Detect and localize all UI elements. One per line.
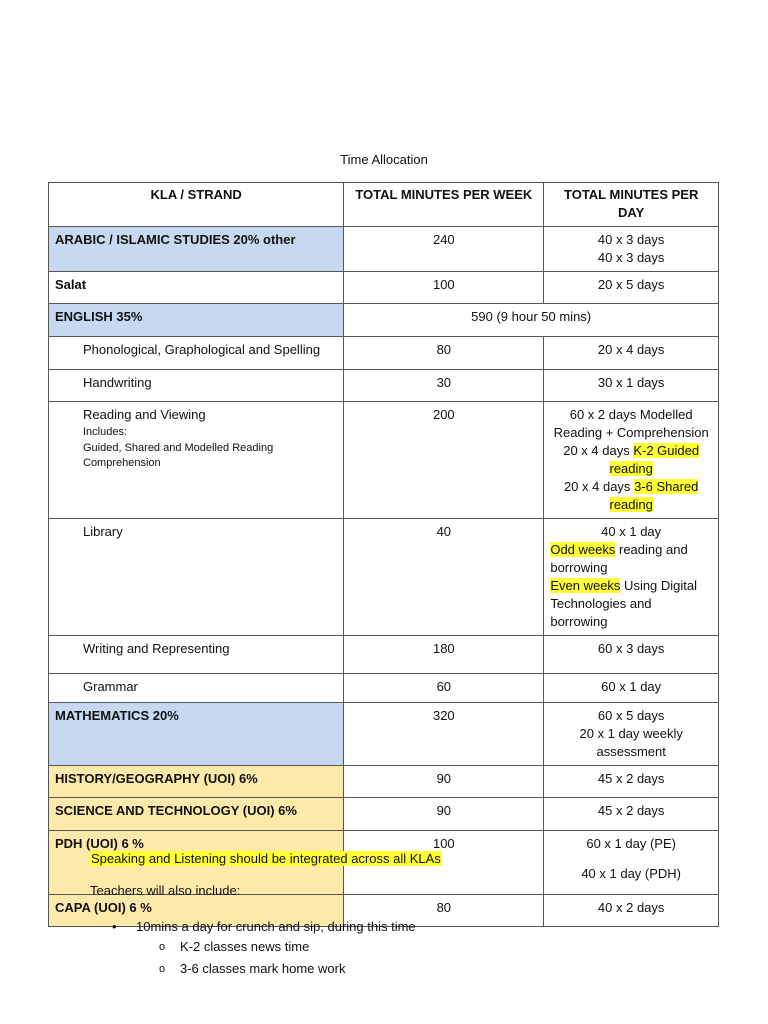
week-handwriting: 30 bbox=[344, 370, 544, 402]
day-library bbox=[544, 519, 719, 636]
sub-bullet-text: K-2 classes news time bbox=[180, 939, 310, 954]
strand-library: Library bbox=[49, 519, 344, 636]
table-row bbox=[49, 703, 719, 766]
library-odd-text: reading and borrowing bbox=[550, 542, 688, 575]
reading-includes-text: Guided, Shared and Modelled Reading Comprehension bbox=[83, 442, 274, 469]
library-day-line-1: 40 x 1 day bbox=[601, 524, 662, 539]
table-row bbox=[49, 227, 719, 272]
table-row bbox=[49, 798, 719, 831]
header-minutes-per-day: TOTAL MINUTES PER DAY bbox=[544, 183, 719, 227]
week-arabic: 240 bbox=[344, 227, 544, 272]
highlight-k2-guided: K-2 Guided reading bbox=[609, 443, 700, 476]
library-even-weeks bbox=[550, 577, 712, 631]
week-capa: 80 bbox=[344, 895, 544, 927]
sub-bullet-text: 3-6 classes mark home work bbox=[180, 961, 346, 976]
strand-english: ENGLISH 35% bbox=[49, 304, 344, 337]
day-salat: 20 x 5 days bbox=[544, 272, 719, 304]
table-row bbox=[49, 636, 719, 674]
english-total: 590 (9 hour 50 mins) bbox=[344, 304, 719, 337]
table-row bbox=[49, 370, 719, 402]
day-reading bbox=[544, 402, 719, 519]
week-salat: 100 bbox=[344, 272, 544, 304]
header-minutes-per-week: TOTAL MINUTES PER WEEK bbox=[344, 183, 544, 227]
week-phonological: 80 bbox=[344, 337, 544, 370]
strand-handwriting: Handwriting bbox=[49, 370, 344, 402]
day-pdh-line-1: 60 x 1 day (PE) bbox=[586, 836, 676, 851]
document-title: Time Allocation bbox=[340, 152, 428, 167]
week-grammar: 60 bbox=[344, 674, 544, 703]
reading-day-line-1: 60 x 2 days Modelled Reading + Comprehension bbox=[553, 407, 709, 440]
week-mathematics: 320 bbox=[344, 703, 544, 766]
header-row bbox=[49, 183, 719, 227]
strand-arabic: ARABIC / ISLAMIC STUDIES 20% other bbox=[49, 227, 344, 272]
reading-includes-label: Includes: bbox=[83, 426, 128, 438]
strand-science: SCIENCE AND TECHNOLOGY (UOI) 6% bbox=[49, 798, 344, 831]
strand-pdh: PDH (UOI) 6 % bbox=[49, 831, 344, 895]
day-arabic bbox=[544, 227, 719, 272]
library-odd-weeks bbox=[550, 541, 712, 577]
table-row bbox=[49, 272, 719, 304]
table-row bbox=[49, 766, 719, 798]
hollow-bullet-icon: o bbox=[159, 963, 166, 975]
strand-salat: Salat bbox=[49, 272, 344, 304]
reading-day-line-2-text: 20 x 4 days bbox=[563, 443, 630, 458]
highlight-odd-weeks: Odd weeks bbox=[550, 542, 616, 557]
day-mathematics-line-1: 60 x 5 days bbox=[597, 708, 665, 723]
time-allocation-table bbox=[48, 182, 719, 927]
day-handwriting: 30 x 1 days bbox=[544, 370, 719, 402]
day-capa: 40 x 2 days bbox=[544, 895, 719, 927]
day-arabic-line-1: 40 x 3 days bbox=[597, 232, 665, 247]
speaking-listening-note: Speaking and Listening should be integrated across all KLAs bbox=[91, 851, 441, 866]
week-history: 90 bbox=[344, 766, 544, 798]
hollow-bullet-icon: o bbox=[159, 941, 166, 953]
week-science: 90 bbox=[344, 798, 544, 831]
table-row bbox=[49, 674, 719, 703]
reading-day-line-3 bbox=[550, 478, 712, 514]
week-writing: 180 bbox=[344, 636, 544, 674]
day-history: 45 x 2 days bbox=[544, 766, 719, 798]
day-grammar: 60 x 1 day bbox=[544, 674, 719, 703]
day-science: 45 x 2 days bbox=[544, 798, 719, 831]
header-strand: KLA / STRAND bbox=[49, 183, 344, 227]
highlight-36-shared: 3-6 Shared reading bbox=[609, 479, 699, 512]
reading-day-line-3-text: 20 x 4 days bbox=[563, 479, 631, 494]
week-library: 40 bbox=[344, 519, 544, 636]
strand-reading bbox=[49, 402, 344, 519]
library-even-text: Using Digital Technologies and borrowing bbox=[550, 578, 698, 629]
day-arabic-line-2: 40 x 3 days bbox=[597, 250, 665, 265]
strand-mathematics: MATHEMATICS 20% bbox=[49, 703, 344, 766]
day-pdh-line-2: 40 x 1 day (PDH) bbox=[581, 866, 682, 881]
day-mathematics bbox=[544, 703, 719, 766]
day-writing: 60 x 3 days bbox=[544, 636, 719, 674]
teachers-include-heading: Teachers will also include: bbox=[90, 883, 241, 898]
week-reading: 200 bbox=[344, 402, 544, 519]
table-row bbox=[49, 519, 719, 636]
table-row bbox=[49, 402, 719, 519]
reading-label: Reading and Viewing bbox=[83, 407, 206, 422]
week-pdh: 100 bbox=[344, 831, 544, 895]
table-row bbox=[49, 337, 719, 370]
reading-day-line-2 bbox=[550, 442, 712, 478]
strand-grammar: Grammar bbox=[49, 674, 344, 703]
table-row bbox=[49, 304, 719, 337]
strand-phonological: Phonological, Graphological and Spelling bbox=[49, 337, 344, 370]
bullet-dot-icon: • bbox=[112, 919, 117, 934]
strand-history: HISTORY/GEOGRAPHY (UOI) 6% bbox=[49, 766, 344, 798]
day-phonological: 20 x 4 days bbox=[544, 337, 719, 370]
strand-capa: CAPA (UOI) 6 % bbox=[49, 895, 344, 927]
day-mathematics-line-2: 20 x 1 day weekly assessment bbox=[579, 726, 683, 759]
strand-writing: Writing and Representing bbox=[49, 636, 344, 674]
highlight-even-weeks: Even weeks bbox=[550, 578, 621, 593]
day-pdh bbox=[544, 831, 719, 895]
bullet-text: 10mins a day for crunch and sip, during this time bbox=[136, 919, 416, 934]
